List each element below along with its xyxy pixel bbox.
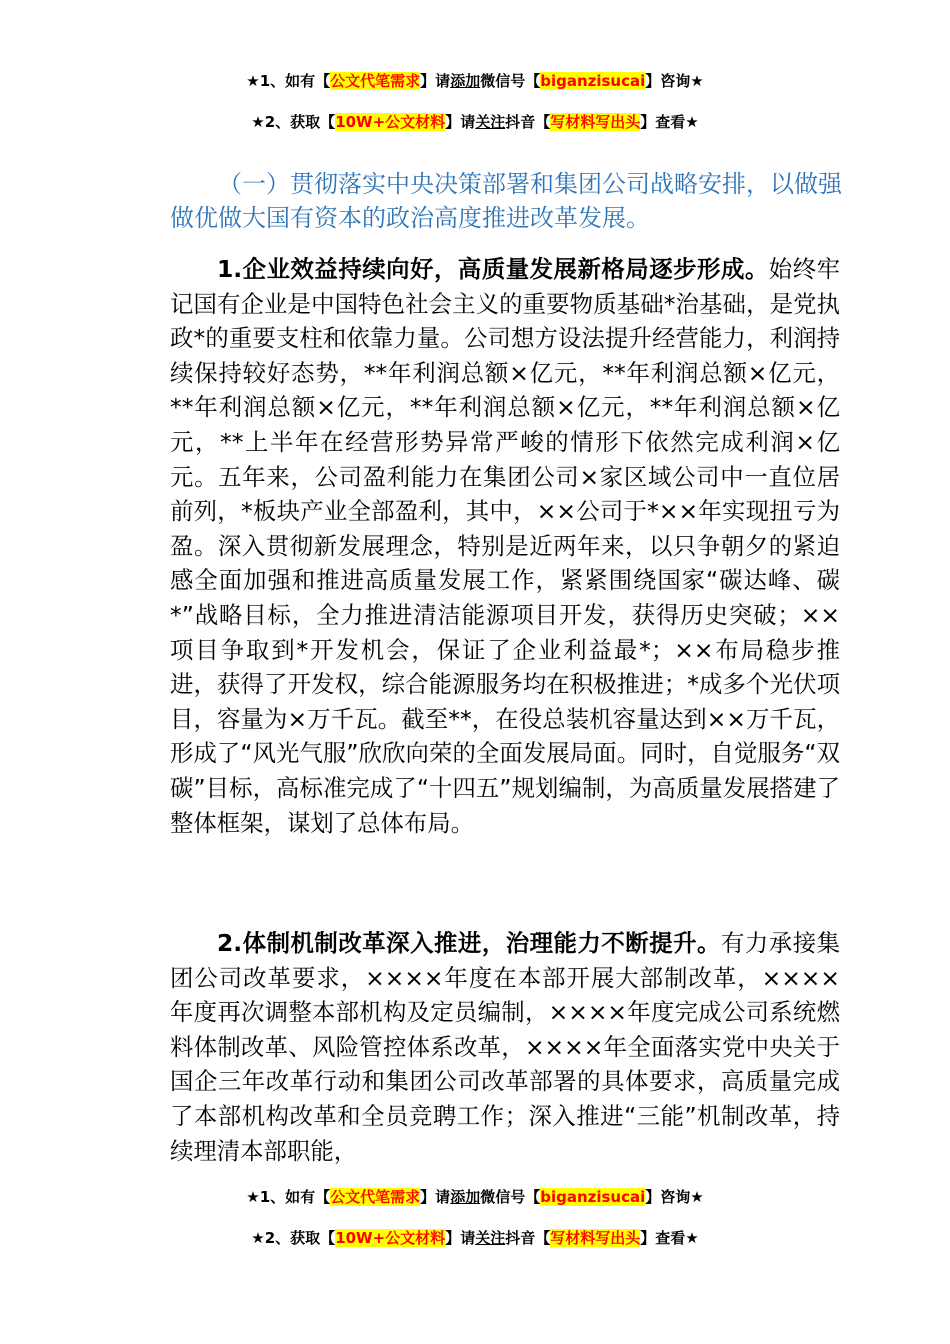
footer-banner-line-1 [0, 1187, 950, 1207]
banner-text: ★1、如有【 [246, 1188, 331, 1206]
paragraph-1-title: 1.企业效益持续向好，高质量发展新格局逐步形成。 [217, 255, 769, 283]
banner-underline: 添加 [450, 1188, 481, 1206]
banner-text: 】请 [420, 72, 451, 90]
banner-highlight: biganzisucai [540, 1188, 646, 1206]
banner-highlight: 公文代笔需求 [330, 1188, 421, 1206]
banner-highlight: 写材料写出头 [550, 113, 641, 131]
paragraph-1 [170, 252, 840, 840]
paragraph-2-body: 有力承接集团公司改革要求，××××年度在本部开展大部制改革，××××年度再次调整本部机构及定员编制，××××年度完成公司系统燃料体制改革、风险管控体系改革，××××年全面落实党中央关于国企三年改革行动和集团公司改革部署的具体要求，高质量完成了本部机构改革和全员竞聘工作；深入推进“三能”机制改革，持续理清本部职能， [170, 929, 840, 1165]
banner-highlight: biganzisucai [540, 72, 646, 90]
banner-text: 抖音【 [505, 113, 551, 131]
paragraph-2-title: 2.体制机制改革深入推进，治理能力不断提升。 [217, 929, 721, 957]
paragraph-2 [170, 926, 840, 1168]
footer-banner-line-2 [0, 1228, 950, 1248]
banner-highlight: 写材料写出头 [550, 1229, 641, 1247]
banner-text: 】请 [445, 1229, 476, 1247]
banner-highlight: 公文代笔需求 [330, 72, 421, 90]
banner-text: 微信号【 [480, 72, 541, 90]
banner-highlight: 10W+公文材料 [335, 113, 446, 131]
banner-text: ★2、获取【 [251, 1229, 336, 1247]
section-heading: （一）贯彻落实中央决策部署和集团公司战略安排，以做强做优做大国有资本的政治高度推进改革发展。 [170, 170, 842, 232]
banner-text: ★1、如有【 [246, 72, 331, 90]
banner-text: 】查看★ [640, 1229, 699, 1247]
banner-highlight: 10W+公文材料 [335, 1229, 446, 1247]
banner-text: ★2、获取【 [251, 113, 336, 131]
banner-underline: 关注 [475, 1229, 506, 1247]
banner-underline: 关注 [475, 113, 506, 131]
banner-text: 】咨询★ [645, 1188, 704, 1206]
banner-text: 抖音【 [505, 1229, 551, 1247]
header-banner-line-2 [0, 112, 950, 132]
banner-text: 】咨询★ [645, 72, 704, 90]
banner-text: 微信号【 [480, 1188, 541, 1206]
paragraph-1-body: 始终牢记国有企业是中国特色社会主义的重要物质基础*治基础，是党执政*的重要支柱和依靠力量。公司想方设法提升经营能力，利润持续保持较好态势，**年利润总额×亿元，**年利润总额×亿元，**年利润总额×亿元，**年利润总额×亿元，**年利润总额×亿元，**上半年在经营形势异常严峻的情形下依然完成利润×亿元。五年来，公司盈利能力在集团公司×家区域公司中一直位居前列，*板块产业全部盈利，其中，××公司于*××年实现扭亏为盈。深入贯彻新发展理念，特别是近两年来，以只争朝夕的紧迫感全面加强和推进高质量发展工作，紧紧围绕国家“碳达峰、碳*”战略目标，全力推进清洁能源项目开发，获得历史突破；××项目争取到*开发机会，保证了企业利益最*；××布局稳步推进，获得了开发权，综合能源服务均在积极推进；*成多个光伏项目，容量为×万千瓦。截至**，在役总装机容量达到××万千瓦，形成了“风光气服”欣欣向荣的全面发展局面。同时，自觉服务“双碳”目标，高标准完成了“十四五”规划编制，为高质量发展搭建了整体框架，谋划了总体布局。 [170, 255, 840, 837]
banner-text: 】查看★ [640, 113, 699, 131]
header-banner-line-1 [0, 71, 950, 91]
banner-underline: 添加 [450, 72, 481, 90]
banner-text: 】请 [445, 113, 476, 131]
banner-text: 】请 [420, 1188, 451, 1206]
